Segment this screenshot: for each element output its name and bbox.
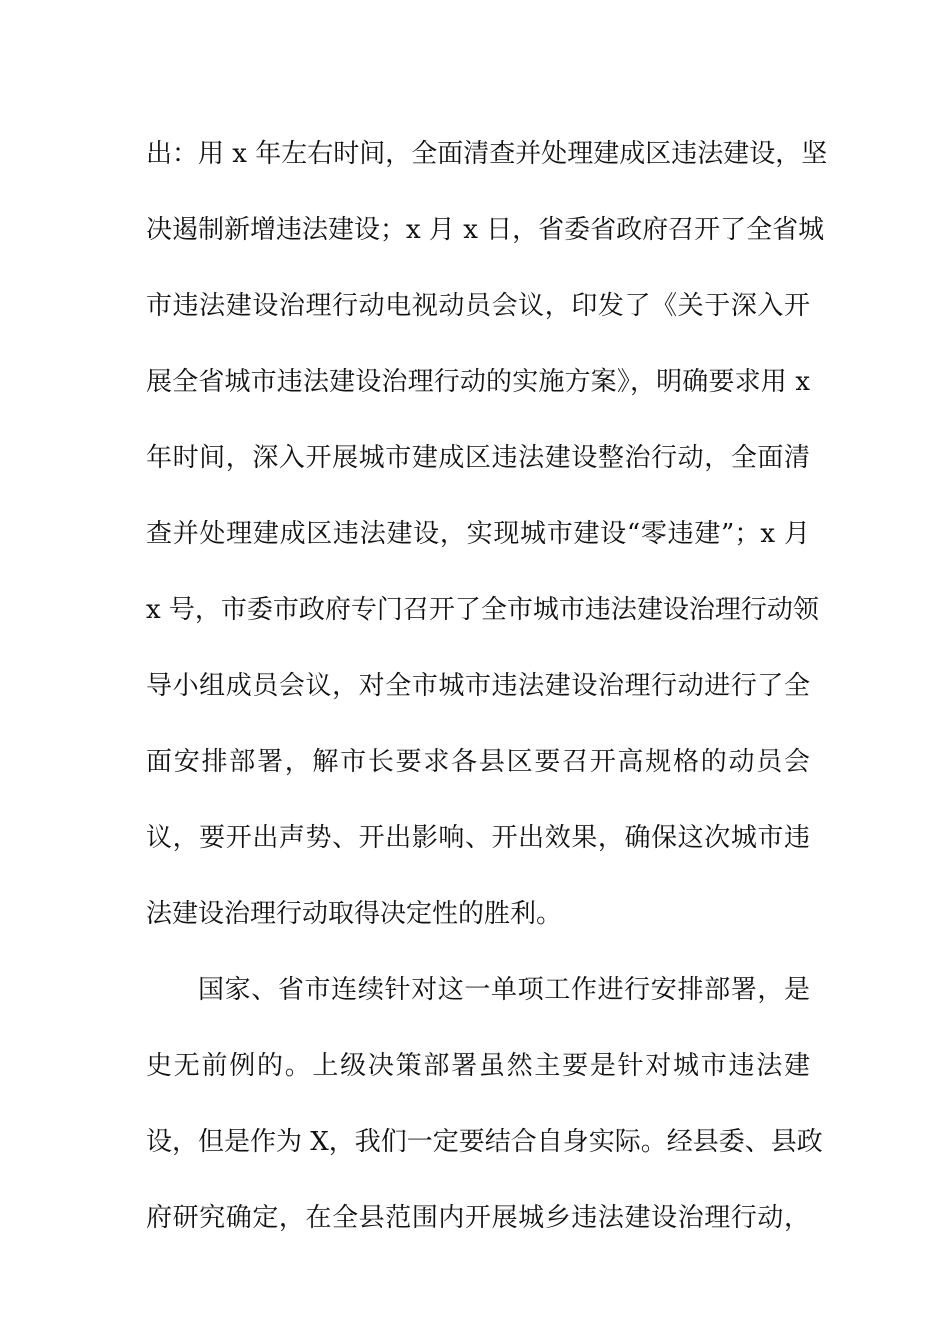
paragraph-end-line: 法建设治理行动取得决定性的胜利。 [146, 899, 563, 929]
document-body [146, 132, 828, 1272]
text-line: 议，要开出声势、开出影响、开出效果，确保这次城市违 [146, 823, 810, 853]
text-line: 设，但是作为 X，我们一定要结合自身实际。经县委、县政 [146, 1127, 823, 1157]
text-line: 出：用 x 年左右时间，全面清查并处理建成区违法建设，坚 [146, 139, 828, 169]
text-line: 府研究确定，在全县范围内开展城乡违法建设治理行动， [146, 1203, 810, 1233]
text-line: x 号，市委市政府专门召开了全市城市违法建设治理行动领 [146, 595, 819, 625]
text-line: 史无前例的。上级决策部署虽然主要是针对城市违法建 [146, 1051, 810, 1081]
text-line: 市违法建设治理行动电视动员会议，印发了《关于深入开 [146, 291, 810, 321]
text-line: 决遏制新增违法建设；x 月 x 日，省委省政府召开了全省城 [146, 215, 825, 245]
text-line: 面安排部署，解市长要求各县区要召开高规格的动员会 [146, 747, 810, 777]
text-line: 查并处理建成区违法建设，实现城市建设“零违建”；x 月 [146, 519, 810, 549]
paragraph-start-line: 国家、省市连续针对这一单项工作进行安排部署，是 [198, 975, 810, 1005]
text-line: 年时间，深入开展城市建成区违法建设整治行动，全面清 [146, 443, 810, 473]
text-line: 导小组成员会议，对全市城市违法建设治理行动进行了全 [146, 671, 810, 701]
text-line: 展全省城市违法建设治理行动的实施方案》，明确要求用 x [146, 367, 810, 397]
